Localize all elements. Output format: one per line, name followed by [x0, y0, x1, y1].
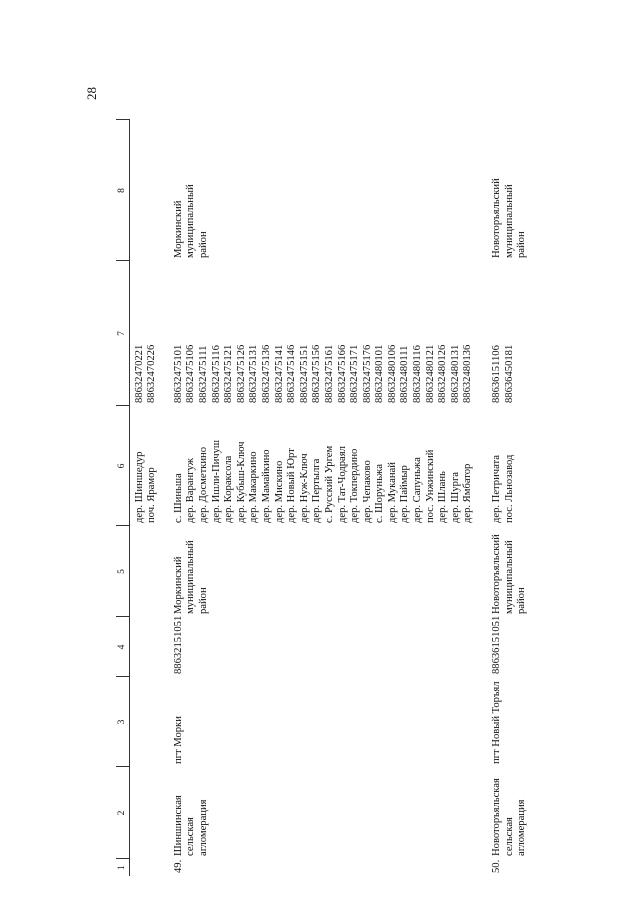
district-cell [475, 120, 529, 261]
oktmo-code: 88632475156 [311, 344, 323, 403]
settlement-name: дер. Макаркино [248, 451, 260, 523]
settlement-name: дер. Кораксола [223, 455, 235, 523]
settlement-name: дер. Паймыр [399, 465, 411, 523]
settlement-name: с. Русский Ургем [323, 445, 335, 523]
settlement-name: дер. Варангуж [185, 458, 197, 523]
oktmo-code: 88632475121 [223, 344, 235, 403]
settlement-name: дер. Новый Юрт [286, 448, 298, 523]
settlement-name: дер. Шиншедур [133, 451, 145, 523]
district-cell [159, 120, 475, 261]
settlement-name: дер. Тат-Чодраял [336, 446, 348, 523]
district-line: муниципальный [185, 540, 197, 614]
header-row [116, 120, 129, 876]
agglomeration-line: Шиншинская [172, 795, 184, 856]
center-name: пгт Новый Торъял [491, 681, 503, 764]
oktmo-code: 88632480126 [437, 344, 449, 403]
district-name [159, 526, 475, 617]
page-number: 28 [84, 87, 99, 100]
oktmo-code: 88632475126 [235, 344, 247, 403]
oktmo-code: 88632475106 [185, 344, 197, 403]
settlement-name: дер. Мамайкино [260, 449, 272, 523]
oktmo-code: 88632480116 [412, 345, 424, 403]
settlement-name: дер. Пертылга [311, 458, 323, 523]
settlement-name: дер. Кубыш-Ключ [235, 441, 247, 523]
table-row [475, 120, 529, 876]
column-header: 7 [116, 261, 129, 406]
agglomeration-line: агломерация [197, 799, 209, 856]
agglomeration-line: сельская [503, 817, 515, 856]
district-line: Моркинский [172, 200, 184, 258]
agglomeration-line: Новоторъяльская [491, 778, 503, 856]
center-code: 88636151051 [491, 615, 503, 674]
settlement-name: дер. Шлань [437, 471, 449, 523]
settlement-name: с. Шоруньжа [374, 464, 386, 523]
settlement-name: дер. Досметкино [197, 447, 209, 523]
center-code: 88632151051 [172, 615, 184, 674]
oktmo-code: 88632475111 [197, 345, 209, 403]
oktmo-code: 88632470226 [146, 344, 158, 403]
oktmo-code: 88632475161 [323, 344, 335, 403]
settlement-name: с. Шиньша [172, 473, 184, 523]
settlements-cell [159, 406, 475, 526]
district-line: район [197, 231, 209, 258]
settlement-name: дер. Мискино [273, 460, 285, 523]
oktmo-code: 88632480106 [386, 344, 398, 403]
district-line: Моркинский [172, 556, 184, 614]
district-line: муниципальный [503, 184, 515, 258]
settlement-name: дер. Петричата [491, 455, 503, 523]
oktmo-code: 88636450181 [503, 344, 515, 403]
settlement-name: пос. Унжинский [424, 449, 436, 523]
settlement-name: поч. Ярамор [146, 467, 158, 523]
agglomeration-name [159, 767, 475, 859]
oktmo-code: 88632480101 [374, 344, 386, 403]
oktmo-code: 88632475131 [248, 344, 260, 403]
district-line: район [197, 587, 209, 614]
codes-cell [129, 261, 159, 406]
oktmo-code: 88632480136 [462, 344, 474, 403]
settlement-name: дер. Нуж-Ключ [298, 453, 310, 523]
codes-cell [475, 261, 529, 406]
codes-cell [159, 261, 475, 406]
oktmo-code: 88632475146 [286, 344, 298, 403]
oktmo-code: 88632475141 [273, 344, 285, 403]
oktmo-code: 88632475166 [336, 344, 348, 403]
settlement-name: дер. Ямбатор [462, 463, 474, 523]
district-line: район [516, 587, 528, 614]
oktmo-code: 88632475136 [260, 344, 272, 403]
district-line: муниципальный [185, 184, 197, 258]
settlement-name: дер. Ишли-Пичуш [210, 439, 222, 523]
oktmo-code: 88632480131 [449, 344, 461, 403]
oktmo-code: 88632475151 [298, 344, 310, 403]
table-row [159, 120, 475, 876]
column-header: 1 [116, 859, 129, 876]
settlement-name: пос. Льнозавод [503, 454, 515, 523]
agglomeration-table [116, 120, 529, 877]
agglomeration-line: сельская [185, 817, 197, 856]
settlement-name: дер. Сапуньжа [412, 457, 424, 523]
district-line: Новоторъяльский [491, 534, 503, 614]
settlement-name: дер. Чепаково [361, 460, 373, 523]
column-header: 5 [116, 526, 129, 617]
agglomeration-line: агломерация [516, 799, 528, 856]
column-header: 3 [116, 677, 129, 767]
oktmo-code: 88636151106 [491, 345, 503, 403]
column-header: 4 [116, 617, 129, 677]
rotated-table-container [116, 120, 536, 876]
settlements-cell [129, 406, 159, 526]
settlements-cell [475, 406, 529, 526]
oktmo-code: 88632475171 [349, 344, 361, 403]
oktmo-code: 88632475101 [172, 344, 184, 403]
column-header: 8 [116, 120, 129, 261]
oktmo-code: 88632480111 [399, 345, 411, 403]
row-number: 49. [172, 859, 184, 873]
district-line: муниципальный [503, 540, 515, 614]
settlement-name: дер. Муканай [386, 462, 398, 523]
oktmo-code: 88632475176 [361, 344, 373, 403]
district-line: Новоторъяльский [491, 178, 503, 258]
district-name [475, 526, 529, 617]
oktmo-code: 88632470221 [133, 344, 145, 403]
settlement-name: дер. Токпердино [349, 448, 361, 523]
oktmo-code: 88632475116 [210, 345, 222, 403]
row-number: 50. [491, 859, 503, 873]
settlement-name: дер. Шурга [449, 471, 461, 523]
column-header: 2 [116, 767, 129, 859]
oktmo-code: 88632480121 [424, 344, 436, 403]
column-header: 6 [116, 406, 129, 526]
district-line: район [516, 231, 528, 258]
center-name: пгт Морки [172, 716, 184, 764]
continuation-row [129, 120, 159, 876]
agglomeration-name [475, 767, 529, 859]
